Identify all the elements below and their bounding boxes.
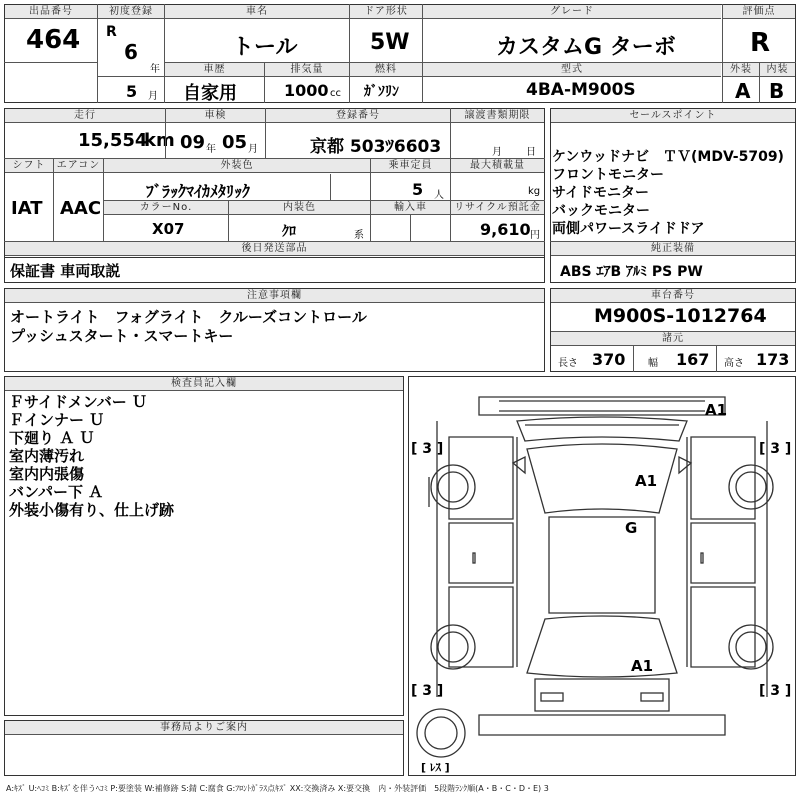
transfer-month-unit: 月 [492,147,502,158]
height: 173 [756,350,790,369]
chassis-number: M900S-1012764 [594,305,767,327]
mileage-label: 走行 [5,109,165,123]
reg-label: 登録番号 [266,109,450,123]
equipment: ABS ｴｱB ｱﾙﾐ PS PW [560,264,703,280]
damage-mark-rear: A1 [631,657,654,675]
capacity: 5 [412,180,424,199]
ext-score: A [735,79,751,103]
later-parts-label: 後日発送部品 [5,242,544,256]
displacement-unit: cc [330,88,341,99]
later-parts: 保証書 車両取説 [10,262,121,280]
history-label: 車歴 [165,63,264,77]
inspection-label: 車検 [166,109,265,123]
tire-rr: [ 3 ] [759,683,792,699]
insp-month-unit: 月 [248,144,258,155]
inspector-lines [9,393,174,519]
width-label: 幅 [648,358,658,369]
transfer-day-unit: 日 [526,147,536,158]
insp-year-unit: 年 [206,144,216,155]
shift: IAT [11,198,43,219]
recycle-label: リサイクル預託金 [451,201,544,215]
inspector-line: 室内薄汚れ [9,447,85,465]
interior-unit: 系 [354,230,364,241]
sales-points-label: セールスポイント [551,109,795,123]
load-unit: kg [528,186,541,197]
inspector-line: Ｆインナー Ｕ [9,411,105,429]
displacement: 1000 [284,81,329,100]
chassis-label: 車台番号 [551,289,795,303]
inspector-line: 外装小傷有り、仕上げ跡 [9,501,175,519]
specs-label: 諸元 [551,331,795,346]
spare-tire: [ ﾚｽ ] [421,761,450,774]
notes-lines [10,308,367,346]
inspector-label: 検査員記入欄 [5,377,403,391]
transfer-label: 譲渡書類期限 [451,109,544,123]
int-label: 内装 [760,63,795,77]
reg-number: 京都 503ﾂ6603 [310,137,442,157]
damage-mark-windshield: G [625,519,638,537]
lot-number: 464 [26,25,81,55]
score: R [750,28,771,58]
sales-points-list [552,148,784,238]
ac: AAC [60,198,102,219]
color-no-label: カラーNo. [104,201,228,215]
doors-label: ドア形状 [350,5,422,19]
car-diagram [408,376,796,776]
grade: カスタムG ターボ [496,35,676,60]
tire-rl: [ 3 ] [411,683,444,699]
tire-fl: [ 3 ] [411,441,444,457]
office-label: 事務局よりご案内 [5,721,403,735]
score-label: 評価点 [723,5,795,19]
note-line: プッシュスタート・スマートキー [10,327,234,345]
name-label: 車名 [165,5,349,19]
year-unit: 年 [150,64,160,75]
insp-month: 05 [222,132,248,153]
color-no: X07 [152,220,185,238]
ext-label: 外装 [723,63,759,77]
displacement-label: 排気量 [265,63,349,77]
ac-label: エアコン [54,159,103,173]
length-label: 長さ [558,358,578,369]
import-label: 輸入車 [371,201,450,215]
first-reg-label: 初度登録 [98,5,164,19]
damage-mark-front-bumper: A1 [705,401,728,419]
month-unit: 月 [148,91,158,102]
exterior-color: ﾌﾞﾗｯｸﾏｲｶﾒﾀﾘｯｸ [146,182,251,201]
recycle-amount: 9,610 [480,220,531,239]
fuel-label: 燃料 [350,63,422,77]
history: 自家用 [183,83,237,104]
reg-year: 6 [124,40,138,64]
load-label: 最大積載量 [451,159,544,173]
inspector-line: 下廻り Ａ Ｕ [9,429,95,447]
grade-label: グレード [423,5,721,19]
recycle-unit: 円 [530,230,540,241]
car-outline-diagram [409,377,795,775]
car-name: トール [232,35,298,60]
int-score: B [769,79,785,103]
sales-point-item: バックモニター [552,203,650,219]
lot-label: 出品番号 [5,5,97,19]
legend: A:ｷｽﾞ U:ﾍｺﾐ B:ｷｽﾞを伴うﾍｺﾐ P:要塗装 W:補修跡 S:錆 C:腐食 G:ﾌﾛﾝﾄｶﾞﾗｽ点ｷｽﾞ XX:交換済み X:要交換 内・外装評価 5段階ﾗﾝｸ順(A・B・C・D・E) 3 [6,784,549,793]
insp-year: 09 [180,132,206,153]
sales-point-item: 両側パワースライドドア [552,221,705,237]
sales-point-item: サイドモニター [552,185,650,201]
equipment-label: 純正装備 [551,242,795,256]
model: 4BA-M900S [526,80,636,100]
interior-label: 内装色 [229,201,370,215]
era: R [106,24,117,40]
capacity-label: 乗車定員 [371,159,450,173]
model-label: 型式 [423,63,721,77]
fuel: ｶﾞｿﾘﾝ [364,84,399,100]
mileage: 15,554 [78,130,148,151]
damage-mark-hood: A1 [635,472,658,490]
color-label: 外装色 [104,159,370,173]
mileage-unit: km [144,130,175,151]
capacity-unit: 人 [434,190,444,201]
inspector-line: Ｆサイドメンバー Ｕ [9,393,147,411]
width: 167 [676,350,710,369]
inspector-line: 室内内張傷 [9,465,85,483]
length: 370 [592,350,626,369]
sales-point-item: ケンウッドナビ ＴＶ(MDV-5709) [552,149,784,165]
doors: 5W [370,30,410,55]
shift-label: シフト [5,159,53,173]
interior-color: ｸﾛ [282,224,296,240]
sales-point-item: フロントモニター [552,167,664,183]
inspector-line: バンパー下 Ａ [9,483,104,501]
height-label: 高さ [724,358,744,369]
notes-label: 注意事項欄 [5,289,544,303]
note-line: オートライト フォグライト クルーズコントロール [10,308,367,326]
tire-fr: [ 3 ] [759,441,792,457]
reg-month: 5 [126,82,138,101]
